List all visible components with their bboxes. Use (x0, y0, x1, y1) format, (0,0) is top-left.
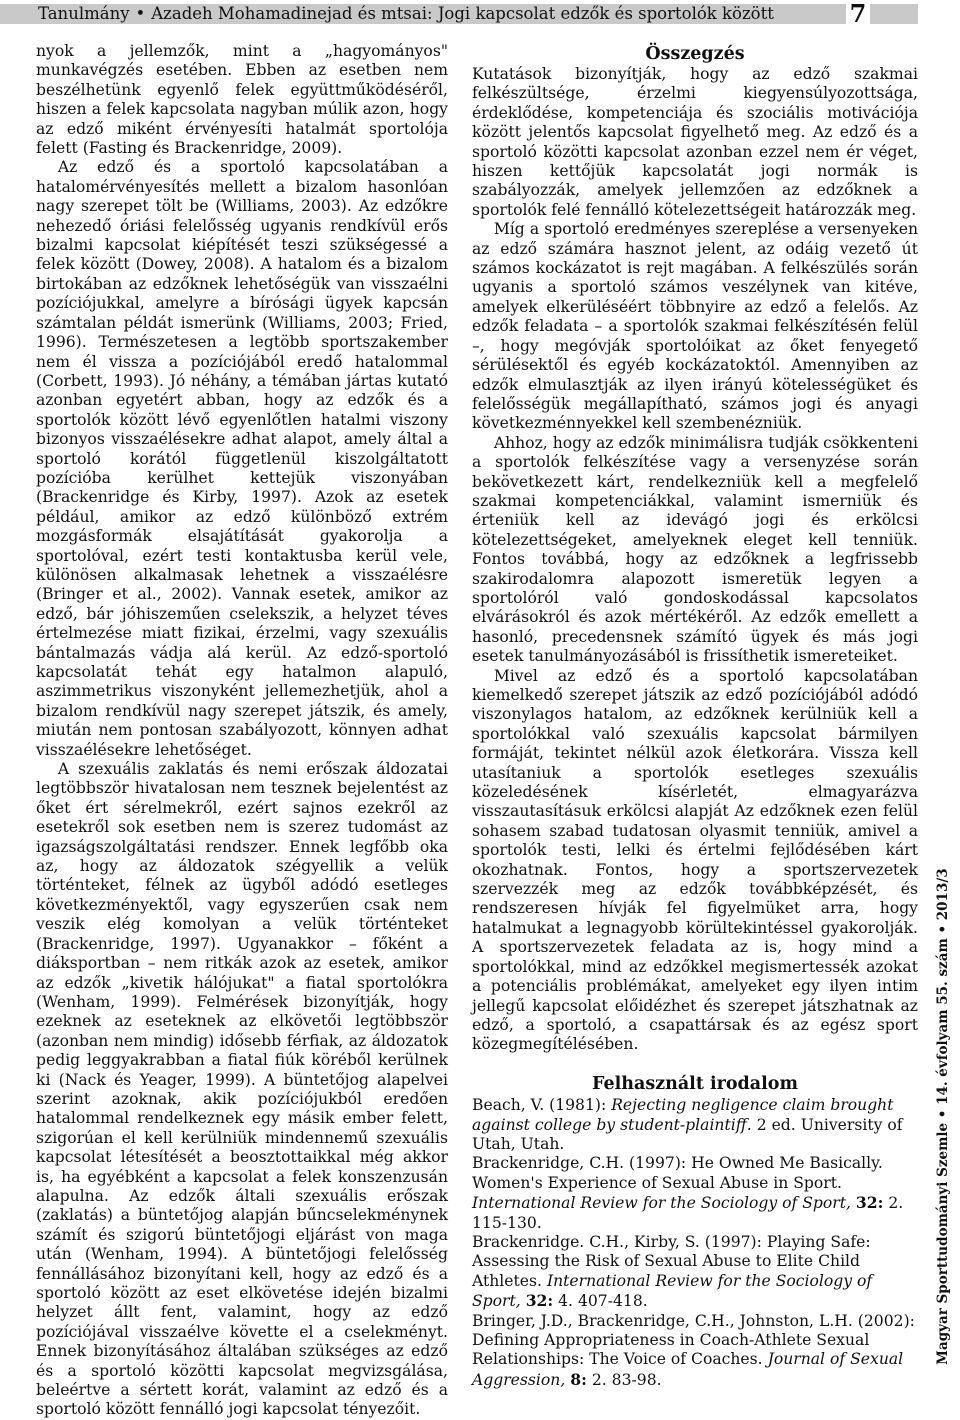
header-running-title: Azadeh Mohamadinejad és mtsai: Jogi kapcsolat edzők és sportolók között (151, 4, 774, 23)
page-number: 7 (846, 1, 870, 27)
right-column (472, 42, 918, 1390)
references-heading: Felhasznált irodalom (592, 1073, 798, 1094)
ref-pages: 4. 407-418. (553, 1292, 648, 1311)
journal-side-label: Magyar Sporttudományi Szemle • 14. évfolyam 55. szám • 2013/3 (935, 868, 951, 1365)
header-category: Tanulmány (38, 4, 130, 23)
ref-title: Rejecting negligence claim brought against college by student-plaintiff. (472, 1096, 894, 1134)
body-paragraph: A szexuális zaklatás és nemi erőszak áldozatai legtöbbször hivatalosan nem tesznek bejelentést az őket ért sérelmekről, ezért sajnos ezekről az esetekről sok esetben nem is szerez tudomást az igazságszolgáltatási rendszer. Ennek legfőbb oka az, hogy az áldozatok szégyellik a velük történteket, félnek az ügyből adódó esetleges következményektől, vagy egyszerűen csak nem veszik elég komolyan a velük történteket (Brackenridge, 1997). Ugyanakkor – főként a diáksportban – nem ritkák azok az esetek, amikor az edzők „kivetik hálójukat" a fiatal sportolókra (Wenham, 1999). Felmérések bizonyítják, hogy ezeknek az eseteknek az elkövetői legtöbbször (azonban nem mindig) idősebb férfiak, az áldozatok pedig leggyakrabban a fiatal fiúk köréből kerülnek ki (Nack és Yeager, 1999). A büntetőjog alapelvei szerint azoknak, akik pozíciójukból eredően hatalommal rendelkeznek egy másik ember felett, szigorúan el kell kerülniük mindennemű szexuális kapcsolat létesítését a beosztottaikkal még akkor is, ha egyébként a kapcsolat a felek konszenzusán alapulna. Az edzők általi szexuális erőszak (zaklatás) a büntetőjog alapján bűncselekménynek számít és szigorú büntetőjogi eljárást von maga után (Wenham, 1994). A büntetőjogi felelősség fennállásához bizonyítani kell, hogy az edző és a sportoló között az eset elkövetése idején bizalmi helyzet állt fent, valamint, hogy az edző pozíciójával visszaélve követte el a cselekményt. Ennek bizonyításához általában szükséges az edző és a sportoló közötti kapcsolat megvizsgálása, beleértve a sértett korát, valamint az edző és a sportoló között fennálló jogi kapcsolat tényezőit. (36, 760, 448, 1419)
reference-item (472, 1096, 918, 1154)
ref-journal: International Review for the Sociology of Sport, (472, 1194, 851, 1213)
ref-text: Beach, V. (1981): (472, 1096, 612, 1115)
ref-text: Brackenridge. C.H., Kirby, S. (1997): Playing Safe: Assessing the Risk of Sexual Abuse to Elite Child Athletes. (472, 1232, 871, 1290)
ref-volume: 32: (855, 1193, 884, 1213)
ref-journal: Journal of Sexual Aggression, (472, 1350, 904, 1389)
header-separator: • (135, 4, 146, 23)
body-paragraph: Az edző és a sportoló kapcsolatában a hatalomérvényesítés mellett a bizalom hasonlóan nagy szerepet tölt be (Williams, 2003). Az edzőkre nehezedő óriási felelősség ugyanis rendkívül erős bizalmi kapcsolat kiépítését teszi szükségessé a felek között (Dowey, 2008). A hatalom és a bizalom birtokában az edzőknek lehetőségük van visszaélni pozíciójukkal, amelyre a bírósági ügyek kapcsán számtalan példát ismerünk (Williams, 2003; Fried, 1996). Természetesen a legtöbb sportszakember nem él vissza a pozíciójából eredő hatalommal (Corbett, 1993). Jó néhány, a témában jártas kutató azonban egyetért abban, hogy az edzők és a sportolók között lévő egyenlőtlen hatalmi viszony bizonyos visszaélésekre adhat alapot, amely által a sportoló korától függetlenül kiszolgáltatott pozícióba kerülhet kettejük viszonyában (Brackenridge és Kirby, 1997). Azok az esetek például, amikor az edző különböző extrém mozgásformák elsajátítását gyakorolja a sportolóval, ezért testi kontaktusba kerül vele, különösen alkalmasak lehetnek a visszaélésre (Bringer et al., 2002). Vannak esetek, amikor az edző, bár jóhiszeműen cselekszik, a helyzet téves értelmezése miatt fizikai, érzelmi, vagy szexuális bántalmazás vádja alá kerül. Az edző-sportoló kapcsolatát tehát egy hatalmon alapuló, aszimmetrikus viszonyként jellemezhetjük, ahol a bizalom rendkívül nagy szerepet játszik, és amely, miután nem pontosan szabályozott, könnyen adhat visszaélésekre lehetőséget. (36, 158, 448, 759)
body-paragraph: Mivel az edző és a sportoló kapcsolatában kiemelkedő szerepet játszik az edző pozíciójából adódó viszonylagos hatalom, az edzőknek kerülniük kell a sportolókkal való szexuális kapcsolat bármilyen formáját, tekintet nélkül azok életkorára. Vissza kell utasítaniuk a sportolók esetleges szexuális közeledésének kísérletét, elmagyarázva visszautasításuk erkölcsi alapját Az edzőknek ezen felül sohasem szabad tudatosan olyasmit tenniük, amivel a sportolók testi, lelki és értelmi fejlődésében kárt okozhatnak. Fontos, hogy a sportszervezetek szervezzék meg az edzők továbbképzését, és rendszeresen hívják fel figyelmüket arra, hogy hatalmukat a legnagyobb körültekintéssel gyakorolják. A sportszervezetek feladata az is, hogy mind a sportolókkal, mind az edzőkkel megismertessék azokat a potenciális problémákat, amelyeket egy ilyen intim jellegű kapcsolat előidézhet és szerepet játszhatnak az edző, a sportoló, a csapattársak és az egész sport közegmegítélésében. (472, 666, 918, 1054)
ref-text: Brackenridge, C.H. (1997): He Owned Me Basically. Women's Experience of Sexual Abuse in Sport. (472, 1154, 883, 1192)
ref-pages: 2. 83-98. (586, 1370, 662, 1389)
body-paragraph: nyok a jellemzők, mint a „hagyományos" munkavégzés esetében. Ebben az esetben nem beszélhetünk egyenlő felek együttműködéséről, hiszen a felek kapcsolata nagyban múlik azon, hogy az edző miként érvényesíti hatalmát sportolója felett (Fasting és Brackenridge, 2009). (36, 42, 448, 158)
body-paragraph: Míg a sportoló eredményes szereplése a versenyeken az edző számára hasznot jelent, az odáig vezető út számos kockázatot is rejt magában. A felkészülés során ugyanis a sportoló számos veszélynek van kitéve, amelyek elkerüléséért többnyire az edző a felelős. Az edzők feladata – a sportolók szakmai felkészítésén felül –, hogy megóvják sportolóikat az őket fenyegető sérülésektől és egyéb kockázatoktól. Amennyiben az edzők elmulasztják az ilyen irányú kötelességüket és felelősségük megállapítható, számos jogi és anyagi következménnyekkel kell szembenézniük. (472, 220, 918, 433)
header-band-right (880, 4, 918, 24)
body-paragraph: Ahhoz, hogy az edzők minimálisra tudják csökkenteni a sportolók felkészítése vagy a versenyzése során bekövetkezett kárt, rendelkezniük kell a megfelelő szakmai kompetenciákkal, valamint ismerniük és érteniük kell az idevágó jogi és erkölcsi kötelezettségeket, amelyeknek eleget kell tenniük. Fontos továbbá, hogy az edzőknek a legfrissebb szakirodalomra alapozott ismeretük legyen a sportolóról való gondoskodással kapcsolatos elvárásokról és azok mértékéről. Az edzők emellett a hasonló, precedensnek számító ügyek és más jogi esetek tanulmányozásából is frissíthetik ismereteiket. (472, 433, 918, 666)
ref-pages: 2. 115-130. (472, 1194, 904, 1232)
ref-volume: 32: (525, 1291, 554, 1311)
reference-item (472, 1233, 918, 1312)
ref-text: 2 ed. University of Utah, Utah. (472, 1115, 903, 1153)
left-column (36, 42, 448, 1420)
header-text (38, 4, 774, 24)
reference-item (472, 1154, 918, 1233)
ref-volume: 8: (570, 1369, 587, 1389)
ref-text: Bringer, J.D., Brackenridge, C.H., Johnston, L.H. (2002): Defining Appropriateness in Coach-Athlete Sexual Relationships: The Voice of Coaches. (472, 1311, 915, 1369)
reference-item (472, 1312, 918, 1391)
summary-heading: Összegzés (645, 44, 745, 64)
running-header (0, 0, 960, 28)
ref-journal: International Review for the Sociology of Sport, (472, 1271, 873, 1311)
body-paragraph: Kutatások bizonyítják, hogy az edző szakmai felkészültsége, érzelmi kiegyensúlyozottsága, érdeklődése, kompetenciája és szociális motivációja között jelentős kapcsolat figyelhető meg. Az edző és a sportoló közötti kapcsolat azonban ezzel nem ér véget, hiszen kettőjük kapcsolatát jogi normák is szabályozzák, amelyek jellemzően az edzőknek a sportolók felé fennálló kötelezettségeit határozzák meg. (472, 65, 918, 219)
